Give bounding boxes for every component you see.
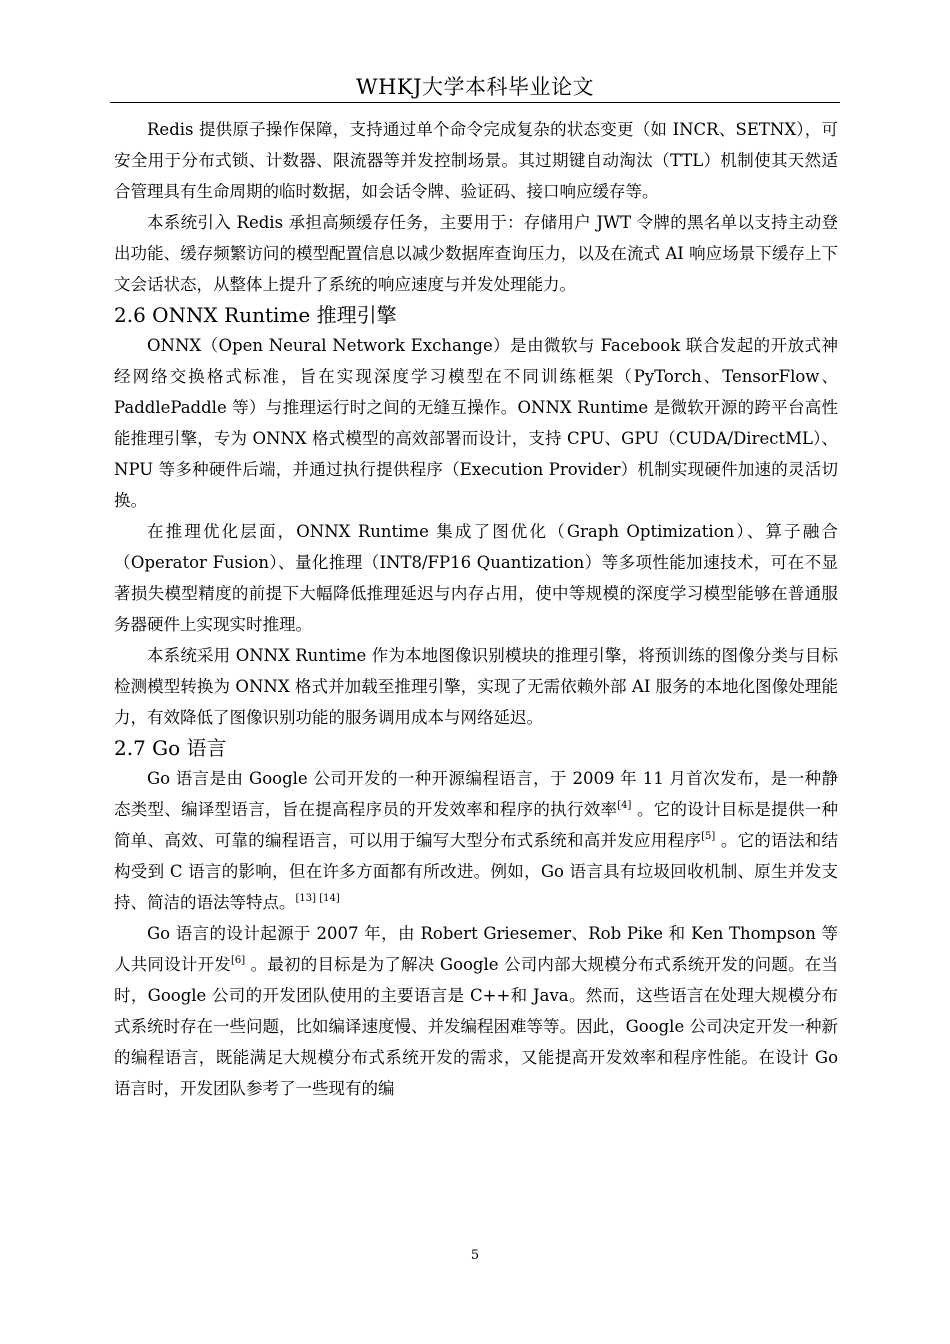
section-heading-2-7: 2.7 Go 语言 [114, 736, 227, 760]
citation: [4] [617, 800, 632, 811]
paragraph-go-history [114, 918, 838, 1104]
running-header: WHKJ大学本科毕业论文 [355, 75, 594, 99]
paragraph-go-intro [114, 763, 838, 918]
body-text [114, 114, 838, 1104]
citation: [5] [701, 831, 716, 842]
page-number: 5 [470, 1248, 480, 1263]
section-heading-2-6: 2.6 ONNX Runtime 推理引擎 [114, 303, 397, 327]
citation: [13] [14] [295, 893, 340, 904]
text-run: Go 语言的设计起源于 2007 年，由 Robert Griesemer、Rob Pike 和 Ken Thompson 等人共同设计开发 [114, 924, 838, 974]
paragraph-onnx-usage: 本系统采用 ONNX Runtime 作为本地图像识别模块的推理引擎，将预训练的图像分类与目标检测模型转换为 ONNX 格式并加载至推理引擎，实现了无需依赖外部 AI 服务的本地化图像处理能力，有效降低了图像识别功能的服务调用成本与网络延迟。 [114, 646, 838, 727]
citation: [6] [230, 955, 246, 966]
text-run: 。最初的目标是为了解决 Google 公司内部大规模分布式系统开发的问题。在当时，Google 公司的开发团队使用的主要语言是 C++和 Java。然而，这些语言在处理大规模分布式系统时存在一些问题，比如编译速度慢、并发编程困难等等。因此，Google 公司决定开发一种新的编程语言，既能满足大规模分布式系统开发的需求，又能提高开发效率和程序性能。在设计 Go 语言时，开发团队参考了一些现有的编 [114, 955, 839, 1098]
paragraph-redis-usage: 本系统引入 Redis 承担高频缓存任务，主要用于：存储用户 JWT 令牌的黑名单以支持主动登出功能、缓存频繁访问的模型配置信息以减少数据库查询压力，以及在流式 AI 响应场景下缓存上下文会话状态，从整体上提升了系统的响应速度与并发处理能力。 [114, 213, 838, 294]
text-run: 。它的语法和结构受到 C 语言的影响，但在许多方面都有所改进。例如，Go 语言具有垃圾回收机制、原生并发支持、简洁的语法等特点。 [114, 831, 839, 912]
paragraph-onnx-optimization: 在推理优化层面，ONNX Runtime 集成了图优化（Graph Optimization）、算子融合（Operator Fusion）、量化推理（INT8/FP16 Quantization）等多项性能加速技术，可在不显著损失模型精度的前提下大幅降低推理延迟与内存占用，使中等规模的深度学习模型能够在普通服务器硬件上实现实时推理。 [114, 522, 838, 634]
paragraph-redis-atomic: Redis 提供原子操作保障，支持通过单个命令完成复杂的状态变更（如 INCR、SETNX），可安全用于分布式锁、计数器、限流器等并发控制场景。其过期键自动淘汰（TTL）机制使其天然适合管理具有生命周期的临时数据，如会话令牌、验证码、接口响应缓存等。 [114, 120, 838, 201]
text-run: Go 语言是由 Google 公司开发的一种开源编程语言，于 2009 年 11 月首次发布，是一种静态类型、编译型语言，旨在提高程序员的开发效率和程序的执行效率 [114, 769, 838, 819]
header-rule [110, 102, 840, 103]
text-run: 。它的设计目标是提供一种简单、高效、可靠的编程语言，可以用于编写大型分布式系统和高并发应用程序 [114, 800, 839, 850]
paragraph-onnx-intro: ONNX（Open Neural Network Exchange）是由微软与 Facebook 联合发起的开放式神经网络交换格式标准，旨在实现深度学习模型在不同训练框架（PyTorch、TensorFlow、PaddlePaddle 等）与推理运行时之间的无缝互操作。ONNX Runtime 是微软开源的跨平台高性能推理引擎，专为 ONNX 格式模型的高效部署而设计，支持 CPU、GPU（CUDA/DirectML）、NPU 等多种硬件后端，并通过执行提供程序（Execution Provider）机制实现硬件加速的灵活切换。 [114, 336, 838, 510]
